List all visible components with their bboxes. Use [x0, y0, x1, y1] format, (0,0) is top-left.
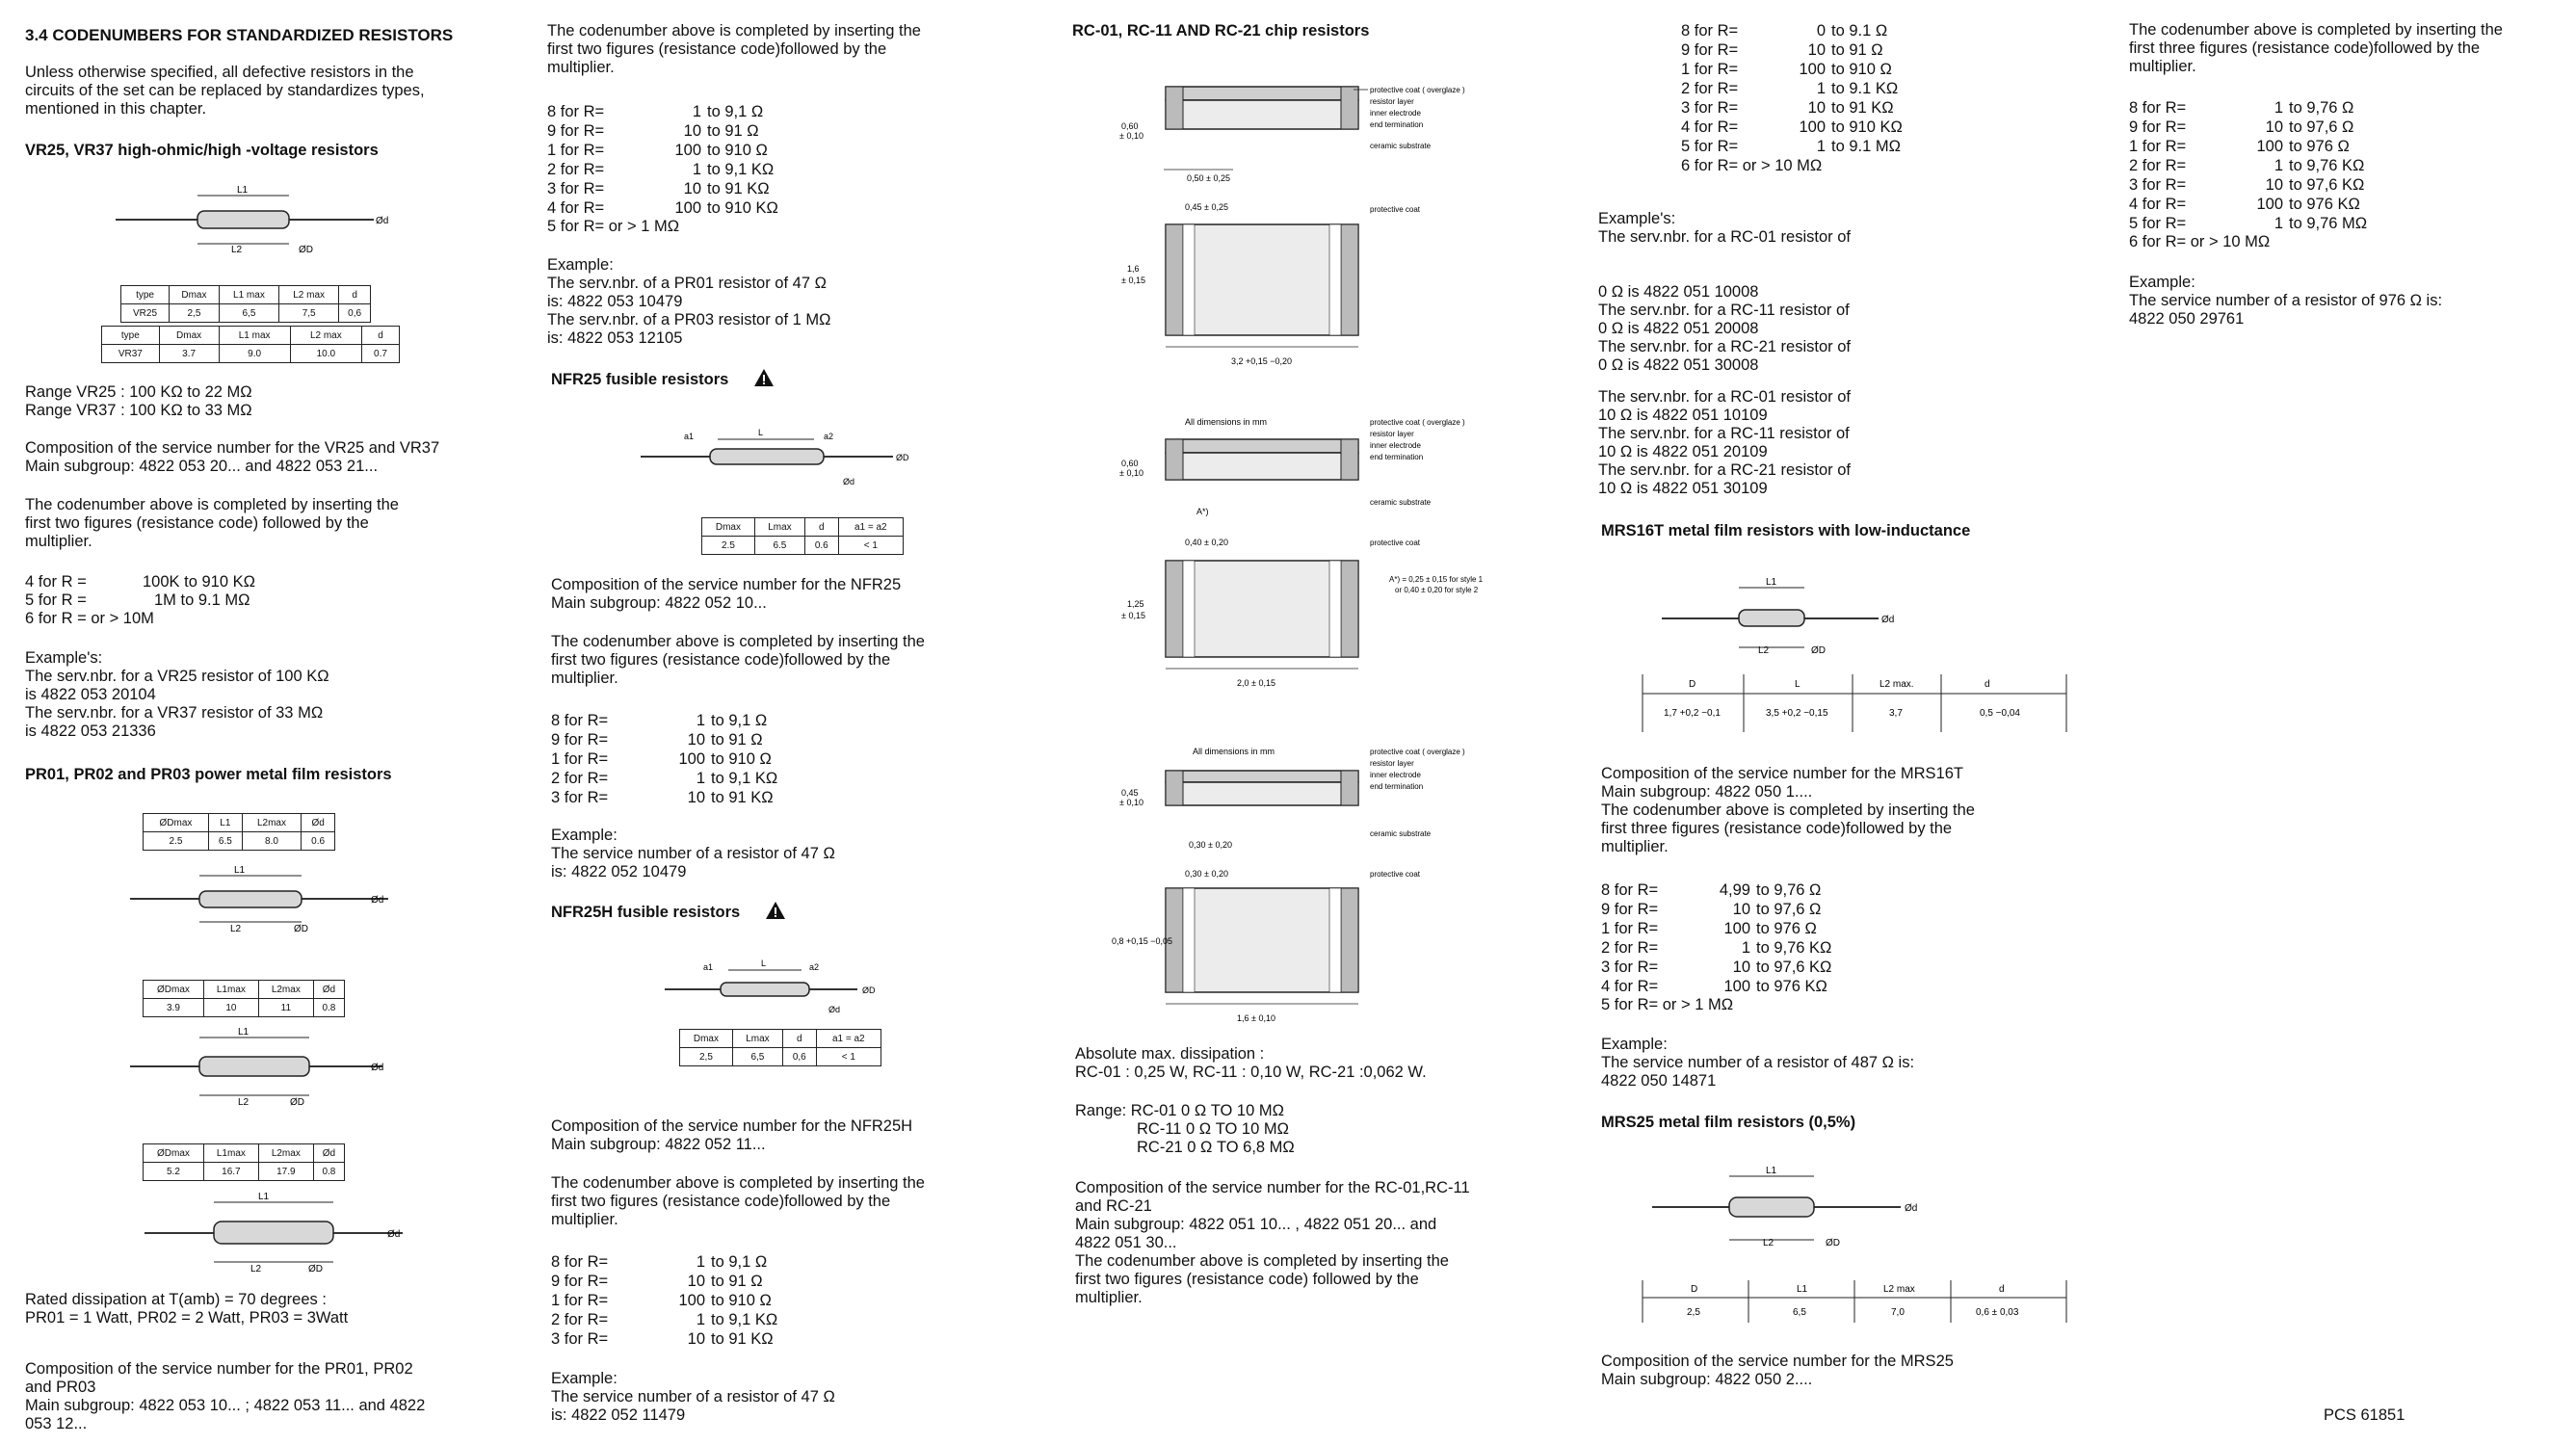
rc01-diagram: [1108, 75, 1532, 374]
vr-composition-2: Main subgroup: 4822 053 20... and 4822 053 21...: [25, 458, 379, 475]
pr-comp-3: Main subgroup: 4822 053 10... ; 4822 053 11... and 4822: [25, 1397, 426, 1414]
pr01-diagram: [130, 862, 409, 939]
nfr-comp-2: Main subgroup: 4822 052 10...: [551, 594, 767, 612]
svg-text:L: L: [761, 959, 767, 968]
svg-text:0,60: 0,60: [1121, 459, 1139, 468]
mrs25-v-d: 2,5: [1687, 1307, 1700, 1318]
svg-text:ØD: ØD: [862, 985, 876, 995]
vr-mult-1-value: 100K to 910 KΩ: [143, 573, 255, 591]
pr-multiplier-list: 8 for R= 1 to 9,1 Ω 9 for R= 10 to 91 Ω 1 for R= 100 to 910 Ω 2 for R= 1 to 9,1 KΩ 3 for R= 10 to 91 KΩ 4 for R= 100 to 910 KΩ: [547, 103, 778, 217]
c2-example-2: The serv.nbr. of a PR01 resistor of 47 Ω: [547, 275, 827, 292]
rc-comp-2: and RC-21: [1075, 1197, 1152, 1215]
svg-text:0,30 ± 0,20: 0,30 ± 0,20: [1189, 840, 1232, 850]
vr-example-1: Example's:: [25, 649, 103, 667]
rc-comp-7: multiplier.: [1075, 1289, 1143, 1306]
svg-text:± 0,10: ± 0,10: [1119, 468, 1143, 478]
svg-text:protective coat: protective coat: [1370, 205, 1421, 214]
mrs25-comp-1: Composition of the service number for the MRS25: [1601, 1353, 1954, 1370]
svg-text:L2: L2: [1758, 645, 1770, 656]
svg-text:0,30 ± 0,20: 0,30 ± 0,20: [1185, 869, 1228, 879]
pr-comp-2: and PR03: [25, 1379, 96, 1396]
page-footer-code: PCS 61851: [2324, 1406, 2405, 1424]
mrs16-comp-5: multiplier.: [1601, 838, 1669, 855]
warning-icon: [753, 368, 775, 387]
c2-cont-2: first two figures (resistance code)followed by the: [547, 40, 887, 58]
svg-text:inner electrode: inner electrode: [1370, 771, 1421, 779]
svg-text:All dimensions in mm: All dimensions in mm: [1185, 417, 1268, 427]
svg-text:ØD: ØD: [1811, 645, 1826, 656]
c2-example-5: is: 4822 053 12105: [547, 329, 683, 347]
c2-example-4: The serv.nbr. of a PR03 resistor of 1 MΩ: [547, 311, 831, 328]
mrs25-v-l2: 7,0: [1891, 1307, 1905, 1318]
c2-example-3: is: 4822 053 10479: [547, 293, 683, 310]
nfr-ex-2: The service number of a resistor of 47 Ω: [551, 845, 835, 862]
svg-text:L1: L1: [234, 865, 246, 876]
c2-example-1: Example:: [547, 256, 614, 274]
mrs25-diagram: [1652, 1161, 1941, 1248]
vr37-table: type Dmax L1 max L2 max d VR37 3.7 9.0 10.0 0.7: [101, 326, 400, 363]
vr-resistor-diagram: [116, 178, 405, 275]
rc-ex2-5: 0 Ω is 4822 051 30008: [1598, 356, 1759, 374]
mrs25-h-dd: d: [1999, 1284, 2005, 1295]
rc-ex2-4: The serv.nbr. for a RC-21 resistor of: [1598, 338, 1851, 355]
svg-text:a1: a1: [703, 962, 714, 972]
nfrh-code-1: The codenumber above is completed by inserting the: [551, 1174, 925, 1192]
rc-mult-last: 6 for R= or > 10 MΩ: [1681, 157, 1823, 174]
svg-text:0,40 ± 0,20: 0,40 ± 0,20: [1185, 538, 1228, 547]
rc-ex3-1: The serv.nbr. for a RC-01 resistor of: [1598, 388, 1851, 406]
vr-l1-label: L1: [237, 185, 249, 196]
nfrh-multiplier-list: 8 for R= 1 to 9,1 Ω 9 for R= 10 to 91 Ω 1 for R= 100 to 910 Ω 2 for R= 1 to 9,1 KΩ 3 for R= 10 to 91 KΩ: [551, 1253, 778, 1348]
mrs25-v-dd: 0,6 ± 0,03: [1976, 1307, 2019, 1318]
c5-code-3: multiplier.: [2129, 58, 2196, 75]
rc-diss-1: Absolute max. dissipation :: [1075, 1045, 1265, 1063]
svg-text:ØD: ØD: [1826, 1238, 1840, 1248]
vr-example-4: The serv.nbr. for a VR37 resistor of 33 MΩ: [25, 704, 324, 722]
vr-title: VR25, VR37 high-ohmic/high -voltage resistors: [25, 142, 379, 159]
nfrh-ex-3: is: 4822 052 11479: [551, 1406, 686, 1424]
pr-title: PR01, PR02 and PR03 power metal film resistors: [25, 766, 392, 783]
nfr-table: Dmax Lmax d a1 = a2 2.5 6.5 0.6 < 1: [701, 517, 904, 555]
svg-text:L2: L2: [250, 1264, 262, 1274]
mrs25-h-d: D: [1691, 1284, 1698, 1295]
nfr-comp-1: Composition of the service number for the NFR25: [551, 576, 902, 593]
rc-ex3-4: 10 Ω is 4822 051 20109: [1598, 443, 1768, 460]
mrs16-comp-4: first three figures (resistance code)followed by the: [1601, 820, 1953, 837]
svg-text:1,6: 1,6: [1127, 264, 1140, 274]
svg-text:Ød: Ød: [843, 477, 855, 486]
svg-text:end termination: end termination: [1370, 453, 1424, 461]
svg-text:Ød: Ød: [371, 1063, 384, 1073]
nfrh-code-3: multiplier.: [551, 1211, 618, 1228]
svg-text:L2: L2: [230, 924, 242, 934]
pr01-table: ØDmax L1 L2max Ød 2.5 6.5 8.0 0.6: [143, 813, 335, 851]
mrs16-v-l: 3,5 +0,2 −0,15: [1766, 708, 1828, 719]
vr25-table: type Dmax L1 max L2 max d VR25 2,5 6,5 7,5 0,6: [120, 285, 371, 323]
svg-text:3,2 +0,15 −0,20: 3,2 +0,15 −0,20: [1231, 356, 1293, 366]
mrs25-h-l1: L1: [1797, 1284, 1808, 1295]
svg-text:Ød: Ød: [828, 1005, 841, 1014]
pr03-table: ØDmax L1max L2max Ød 5.2 16.7 17.9 0.8: [143, 1143, 345, 1181]
svg-text:ceramic substrate: ceramic substrate: [1370, 829, 1432, 838]
nfr-ex-1: Example:: [551, 827, 618, 844]
c2-cont-3: multiplier.: [547, 59, 615, 76]
c2-cont-1: The codenumber above is completed by inserting the: [547, 22, 921, 39]
svg-text:resistor layer: resistor layer: [1370, 97, 1414, 106]
svg-text:± 0,10: ± 0,10: [1119, 798, 1143, 807]
vr-mult-2-value: 1M to 9.1 MΩ: [154, 591, 250, 609]
mrs16-mult-last: 5 for R= or > 1 MΩ: [1601, 996, 1734, 1013]
svg-text:ØD: ØD: [290, 1097, 304, 1108]
rc-ex3-5: The serv.nbr. for a RC-21 resistor of: [1598, 461, 1851, 479]
pr03-diagram: [145, 1183, 424, 1274]
vr-example-2: The serv.nbr. for a VR25 resistor of 100 KΩ: [25, 668, 329, 685]
mrs16-comp-3: The codenumber above is completed by inserting the: [1601, 801, 1975, 819]
nfr-code-1: The codenumber above is completed by inserting the: [551, 633, 925, 650]
rc-comp-6: first two figures (resistance code) followed by the: [1075, 1271, 1419, 1288]
mrs16-h-l2: L2 max.: [1879, 679, 1914, 690]
c5-code-2: first three figures (resistance code)followed by the: [2129, 39, 2481, 57]
rc-ex2-1: 0 Ω is 4822 051 10008: [1598, 283, 1759, 301]
svg-text:Ød: Ød: [387, 1229, 401, 1240]
svg-text:± 0,15: ± 0,15: [1121, 276, 1145, 285]
svg-text:or 0,40 ± 0,20 for style 2: or 0,40 ± 0,20 for style 2: [1395, 586, 1479, 594]
svg-text:0,8 +0,15 −0,05: 0,8 +0,15 −0,05: [1112, 936, 1173, 946]
rc-comp-5: The codenumber above is completed by inserting the: [1075, 1252, 1449, 1270]
range-vr37: Range VR37 : 100 KΩ to 33 MΩ: [25, 402, 252, 419]
c5-code-1: The codenumber above is completed by inserting the: [2129, 21, 2503, 39]
intro-line-1: Unless otherwise specified, all defective resistors in the: [25, 64, 414, 81]
rc-range-2: RC-11 0 Ω TO 10 MΩ: [1137, 1120, 1289, 1138]
mrs16-ex-2: The service number of a resistor of 487 Ω is:: [1601, 1054, 1915, 1071]
svg-text:Ød: Ød: [1881, 615, 1895, 625]
nfrh-comp-2: Main subgroup: 4822 052 11...: [551, 1136, 766, 1153]
vr-l2-label: L2: [231, 245, 243, 255]
svg-text:Ød: Ød: [371, 895, 384, 906]
rc-ex3-6: 10 Ω is 4822 051 30109: [1598, 480, 1768, 497]
vr-code-1: The codenumber above is completed by inserting the: [25, 496, 399, 513]
pr-comp-4: 053 12...: [25, 1415, 88, 1432]
svg-text:ØD: ØD: [896, 453, 909, 462]
pr-comp-1: Composition of the service number for the PR01, PR02: [25, 1360, 413, 1378]
svg-text:1,25: 1,25: [1127, 599, 1144, 609]
intro-line-2: circuits of the set can be replaced by standardizes types,: [25, 82, 425, 99]
rc-title: RC-01, RC-11 AND RC-21 chip resistors: [1072, 22, 1370, 39]
svg-text:L1: L1: [258, 1192, 270, 1202]
vr-code-2: first two figures (resistance code) followed by the: [25, 514, 369, 532]
mrs16-h-d: D: [1689, 679, 1696, 690]
mrs16-ex-3: 4822 050 14871: [1601, 1072, 1717, 1090]
svg-text:0,45: 0,45: [1121, 788, 1139, 798]
svg-text:resistor layer: resistor layer: [1370, 759, 1414, 768]
svg-text:protective coat: protective coat: [1370, 870, 1421, 879]
svg-text:L1: L1: [238, 1027, 250, 1038]
rc21-diagram: [1108, 742, 1532, 1031]
vr-example-5: is 4822 053 21336: [25, 722, 156, 740]
vr-mult-2-label: 5 for R =: [25, 591, 87, 609]
c5-ex-2: The service number of a resistor of 976 Ω is:: [2129, 292, 2443, 309]
pr02-diagram: [130, 1026, 409, 1113]
svg-text:0,60: 0,60: [1121, 121, 1139, 131]
svg-text:All dimensions in mm: All dimensions in mm: [1193, 747, 1275, 756]
svg-text:L1: L1: [1766, 577, 1777, 588]
pr02-table: ØDmax L1max L2max Ød 3.9 10 11 0.8: [143, 980, 345, 1017]
mrs25-h-l2: L2 max: [1883, 1284, 1915, 1295]
nfr-code-2: first two figures (resistance code)followed by the: [551, 651, 891, 669]
c5-ex-3: 4822 050 29761: [2129, 310, 2245, 328]
rc-ex-1: Example's:: [1598, 210, 1676, 227]
mrs25-title: MRS25 metal film resistors (0,5%): [1601, 1114, 1856, 1131]
c5-ex-1: Example:: [2129, 274, 2195, 291]
mrs16-v-dd: 0,5 −0,04: [1980, 708, 2020, 719]
svg-text:ceramic substrate: ceramic substrate: [1370, 142, 1432, 150]
svg-text:L: L: [758, 428, 764, 437]
vr-mult-3-label: 6 for R = or > 10M: [25, 610, 154, 627]
svg-text:L2: L2: [1763, 1238, 1774, 1248]
c5-mult-last: 6 for R= or > 10 MΩ: [2129, 233, 2271, 250]
nfrh-ex-2: The service number of a resistor of 47 Ω: [551, 1388, 835, 1406]
mrs25-multiplier-list: 8 for R= 1 to 9,76 Ω 9 for R= 10 to 97,6 Ω 1 for R= 100 to 976 Ω 2 for R= 1 to 9,76 KΩ 3 for R= 10 to 97,6 KΩ 4 for R= 100 to 976 KΩ 5 for R= 1 to 9,76 MΩ: [2129, 99, 2368, 232]
svg-text:± 0,10: ± 0,10: [1119, 131, 1143, 141]
nfrh-table: Dmax Lmax d a1 = a2 2,5 6,5 0,6 < 1: [679, 1029, 881, 1066]
rc-comp-3: Main subgroup: 4822 051 10... , 4822 051 20... and: [1075, 1216, 1437, 1233]
mrs25-v-l1: 6,5: [1793, 1307, 1806, 1318]
rc11-diagram: [1108, 412, 1551, 701]
mrs16-title: MRS16T metal film resistors with low-inductance: [1601, 522, 1971, 539]
rc-ex2-3: 0 Ω is 4822 051 20008: [1598, 320, 1759, 337]
mrs16-h-l: L: [1795, 679, 1801, 690]
svg-text:0,45 ± 0,25: 0,45 ± 0,25: [1185, 202, 1228, 212]
rc-ex2-2: The serv.nbr. for a RC-11 resistor of: [1598, 302, 1850, 319]
svg-text:L1: L1: [1766, 1166, 1777, 1176]
svg-text:a2: a2: [809, 962, 820, 972]
svg-text:ceramic substrate: ceramic substrate: [1370, 498, 1432, 507]
mrs16-comp-2: Main subgroup: 4822 050 1....: [1601, 783, 1813, 801]
warning-icon: [765, 901, 786, 920]
nfr-diagram: [641, 412, 920, 489]
svg-text:L2: L2: [238, 1097, 250, 1108]
vr-code-3: multiplier.: [25, 533, 92, 550]
svg-text:protective coat ( overglaze ): protective coat ( overglaze ): [1370, 86, 1465, 94]
svg-text:A*) = 0,25 ± 0,15 for style 1: A*) = 0,25 ± 0,15 for style 1: [1389, 575, 1484, 584]
rc-ex3-3: The serv.nbr. for a RC-11 resistor of: [1598, 425, 1850, 442]
vr-od-label: ØD: [299, 245, 313, 255]
range-vr25: Range VR25 : 100 KΩ to 22 MΩ: [25, 383, 252, 401]
svg-text:a1: a1: [684, 432, 695, 441]
svg-text:Ød: Ød: [1905, 1203, 1918, 1214]
vr-mult-1-label: 4 for R =: [25, 573, 87, 591]
svg-text:A*): A*): [1196, 507, 1209, 516]
pr-mult-last: 5 for R= or > 1 MΩ: [547, 218, 680, 235]
rated-2: PR01 = 1 Watt, PR02 = 2 Watt, PR03 = 3Watt: [25, 1309, 349, 1327]
mrs16-table: [1643, 672, 2066, 734]
rc-range-1: Range: RC-01 0 Ω TO 10 MΩ: [1075, 1102, 1284, 1119]
mrs25-table: [1643, 1278, 2066, 1325]
svg-text:a2: a2: [824, 432, 834, 441]
vr-composition-1: Composition of the service number for the VR25 and VR37: [25, 439, 440, 457]
svg-text:1,6 ± 0,10: 1,6 ± 0,10: [1237, 1013, 1275, 1023]
mrs16-ex-1: Example:: [1601, 1036, 1668, 1053]
svg-text:inner electrode: inner electrode: [1370, 441, 1421, 450]
mrs16-h-dd: d: [1985, 679, 1990, 690]
nfrh-title: NFR25H fusible resistors: [551, 904, 741, 921]
svg-text:protective coat ( overglaze ): protective coat ( overglaze ): [1370, 748, 1465, 756]
rc-ex-2: The serv.nbr. for a RC-01 resistor of: [1598, 228, 1851, 246]
nfrh-diagram: [665, 949, 906, 1016]
nfr-code-3: multiplier.: [551, 670, 618, 687]
svg-text:inner electrode: inner electrode: [1370, 109, 1421, 118]
nfrh-code-2: first two figures (resistance code)followed by the: [551, 1193, 891, 1210]
rc-comp-4: 4822 051 30...: [1075, 1234, 1177, 1251]
rc-comp-1: Composition of the service number for the RC-01,RC-11: [1075, 1179, 1470, 1196]
nfr-ex-3: is: 4822 052 10479: [551, 863, 687, 880]
nfrh-ex-1: Example:: [551, 1370, 618, 1387]
svg-text:end termination: end termination: [1370, 782, 1424, 791]
section-heading: 3.4 CODENUMBERS FOR STANDARDIZED RESISTORS: [25, 26, 454, 44]
intro-line-3: mentioned in this chapter.: [25, 100, 207, 118]
svg-text:ØD: ØD: [308, 1264, 323, 1274]
svg-text:ØD: ØD: [294, 924, 308, 934]
svg-text:protective coat ( overglaze ): protective coat ( overglaze ): [1370, 418, 1465, 427]
svg-text:2,0 ± 0,15: 2,0 ± 0,15: [1237, 678, 1275, 688]
nfr-title: NFR25 fusible resistors: [551, 371, 729, 388]
rc-diss-2: RC-01 : 0,25 W, RC-11 : 0,10 W, RC-21 :0,062 W.: [1075, 1064, 1427, 1081]
mrs16-v-d: 1,7 +0,2 −0,1: [1664, 708, 1721, 719]
rc-multiplier-list: 8 for R= 0 to 9.1 Ω 9 for R= 10 to 91 Ω 1 for R= 100 to 910 Ω 2 for R= 1 to 9.1 KΩ 3 for R= 10 to 91 KΩ 4 for R= 100 to 910 KΩ 5 for R= 1 to 9.1 MΩ: [1681, 22, 1903, 155]
nfrh-comp-1: Composition of the service number for the NFR25H: [551, 1117, 913, 1135]
svg-text:0,50 ± 0,25: 0,50 ± 0,25: [1187, 173, 1230, 183]
mrs16-v-l2: 3,7: [1889, 708, 1903, 719]
vr-d-label: Ød: [376, 216, 389, 226]
nfr-multiplier-list: 8 for R= 1 to 9,1 Ω 9 for R= 10 to 91 Ω 1 for R= 100 to 910 Ω 2 for R= 1 to 9,1 KΩ 3 for R= 10 to 91 KΩ: [551, 712, 778, 806]
svg-text:resistor layer: resistor layer: [1370, 430, 1414, 438]
svg-text:protective coat: protective coat: [1370, 539, 1421, 547]
svg-text:end termination: end termination: [1370, 120, 1424, 129]
vr-example-3: is 4822 053 20104: [25, 686, 156, 703]
svg-text:± 0,15: ± 0,15: [1121, 611, 1145, 620]
mrs16-multiplier-list: 8 for R= 4,99 to 9,76 Ω 9 for R= 10 to 97,6 Ω 1 for R= 100 to 976 Ω 2 for R= 1 to 9,76 KΩ 3 for R= 10 to 97,6 KΩ 4 for R= 100 to 976 KΩ: [1601, 881, 1832, 995]
rc-ex3-2: 10 Ω is 4822 051 10109: [1598, 407, 1768, 424]
rc-range-3: RC-21 0 Ω TO 6,8 MΩ: [1137, 1139, 1295, 1156]
mrs16-diagram: [1662, 568, 1951, 655]
mrs16-comp-1: Composition of the service number for the MRS16T: [1601, 765, 1963, 782]
rated-1: Rated dissipation at T(amb) = 70 degrees :: [25, 1291, 327, 1308]
mrs25-comp-2: Main subgroup: 4822 050 2....: [1601, 1371, 1813, 1388]
